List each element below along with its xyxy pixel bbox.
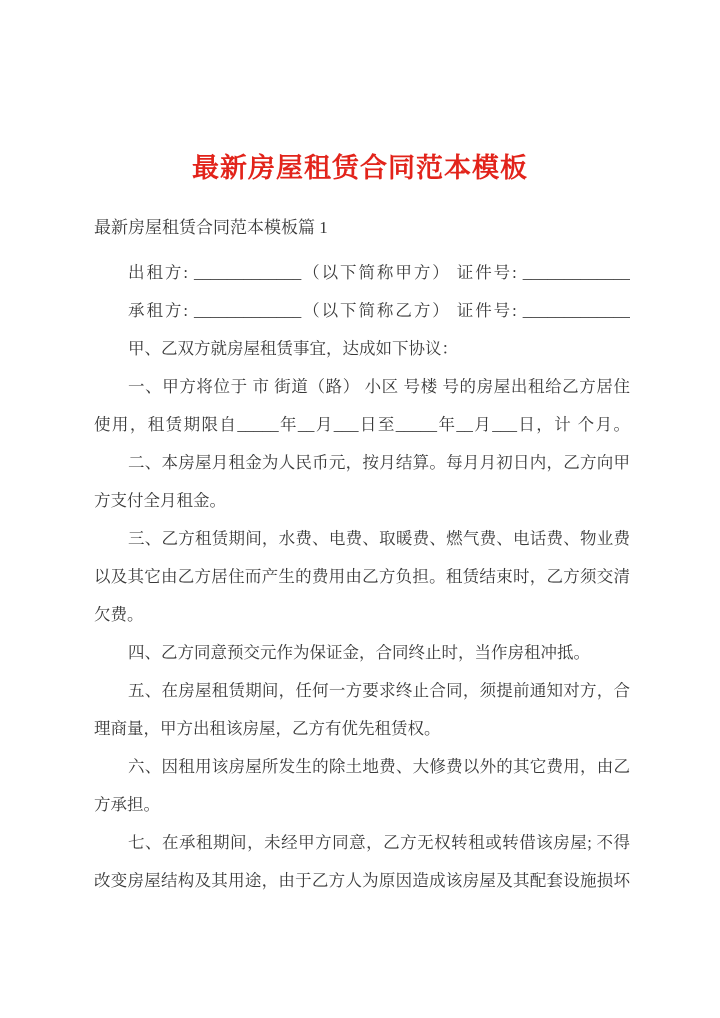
document-subtitle: 最新房屋租赁合同范本模板篇 1 (94, 218, 328, 237)
document-title: 最新房屋租赁合同范本模板 (192, 153, 528, 183)
contract-line-clause1b: 使用，租赁期限自_____年__月___日至_____年__月___日，计 个月。 (94, 415, 630, 434)
contract-line-preamble: 甲、乙双方就房屋租赁事宜，达成如下协议： (128, 339, 458, 358)
contract-line-clause6a: 六、因租用该房屋所发生的除土地费、大修费以外的其它费用，由乙 (128, 757, 630, 776)
contract-line-clause1a: 一、甲方将位于 市 街道（路） 小区 号楼 号的房屋出租给乙方居住 (128, 377, 630, 396)
contract-line-clause2b: 方支付全月租金。 (94, 491, 226, 510)
contract-line-clause7b: 改变房屋结构及其用途，由于乙方人为原因造成该房屋及其配套设施损坏 (94, 871, 630, 890)
contract-line-clause4: 四、乙方同意预交元作为保证金，合同终止时，当作房租冲抵。 (128, 643, 590, 662)
contract-line-clause7a: 七、在承租期间，未经甲方同意，乙方无权转租或转借该房屋; 不得 (128, 833, 630, 852)
contract-line-clause2a: 二、本房屋月租金为人民币元，按月结算。每月月初日内，乙方向甲 (128, 453, 630, 472)
contract-line-clause3a: 三、乙方租赁期间，水费、电费、取暖费、燃气费、电话费、物业费 (128, 529, 630, 548)
contract-line-clause5a: 五、在房屋租赁期间，任何一方要求终止合同，须提前通知对方，合 (128, 681, 630, 700)
contract-line-lessor: 出租方: _____________（以下简称甲方） 证件号: _____________ (128, 263, 630, 282)
contract-line-clause3c: 欠费。 (94, 605, 144, 624)
contract-body (0, 254, 720, 900)
contract-line-lessee: 承租方: _____________（以下简称乙方） 证件号: _____________ (128, 301, 630, 320)
contract-line-clause3b: 以及其它由乙方居住而产生的费用由乙方负担。租赁结束时，乙方须交清 (94, 567, 630, 586)
contract-line-clause5b: 理商量，甲方出租该房屋，乙方有优先租赁权。 (94, 719, 441, 738)
contract-line-clause6b: 方承担。 (94, 795, 160, 814)
